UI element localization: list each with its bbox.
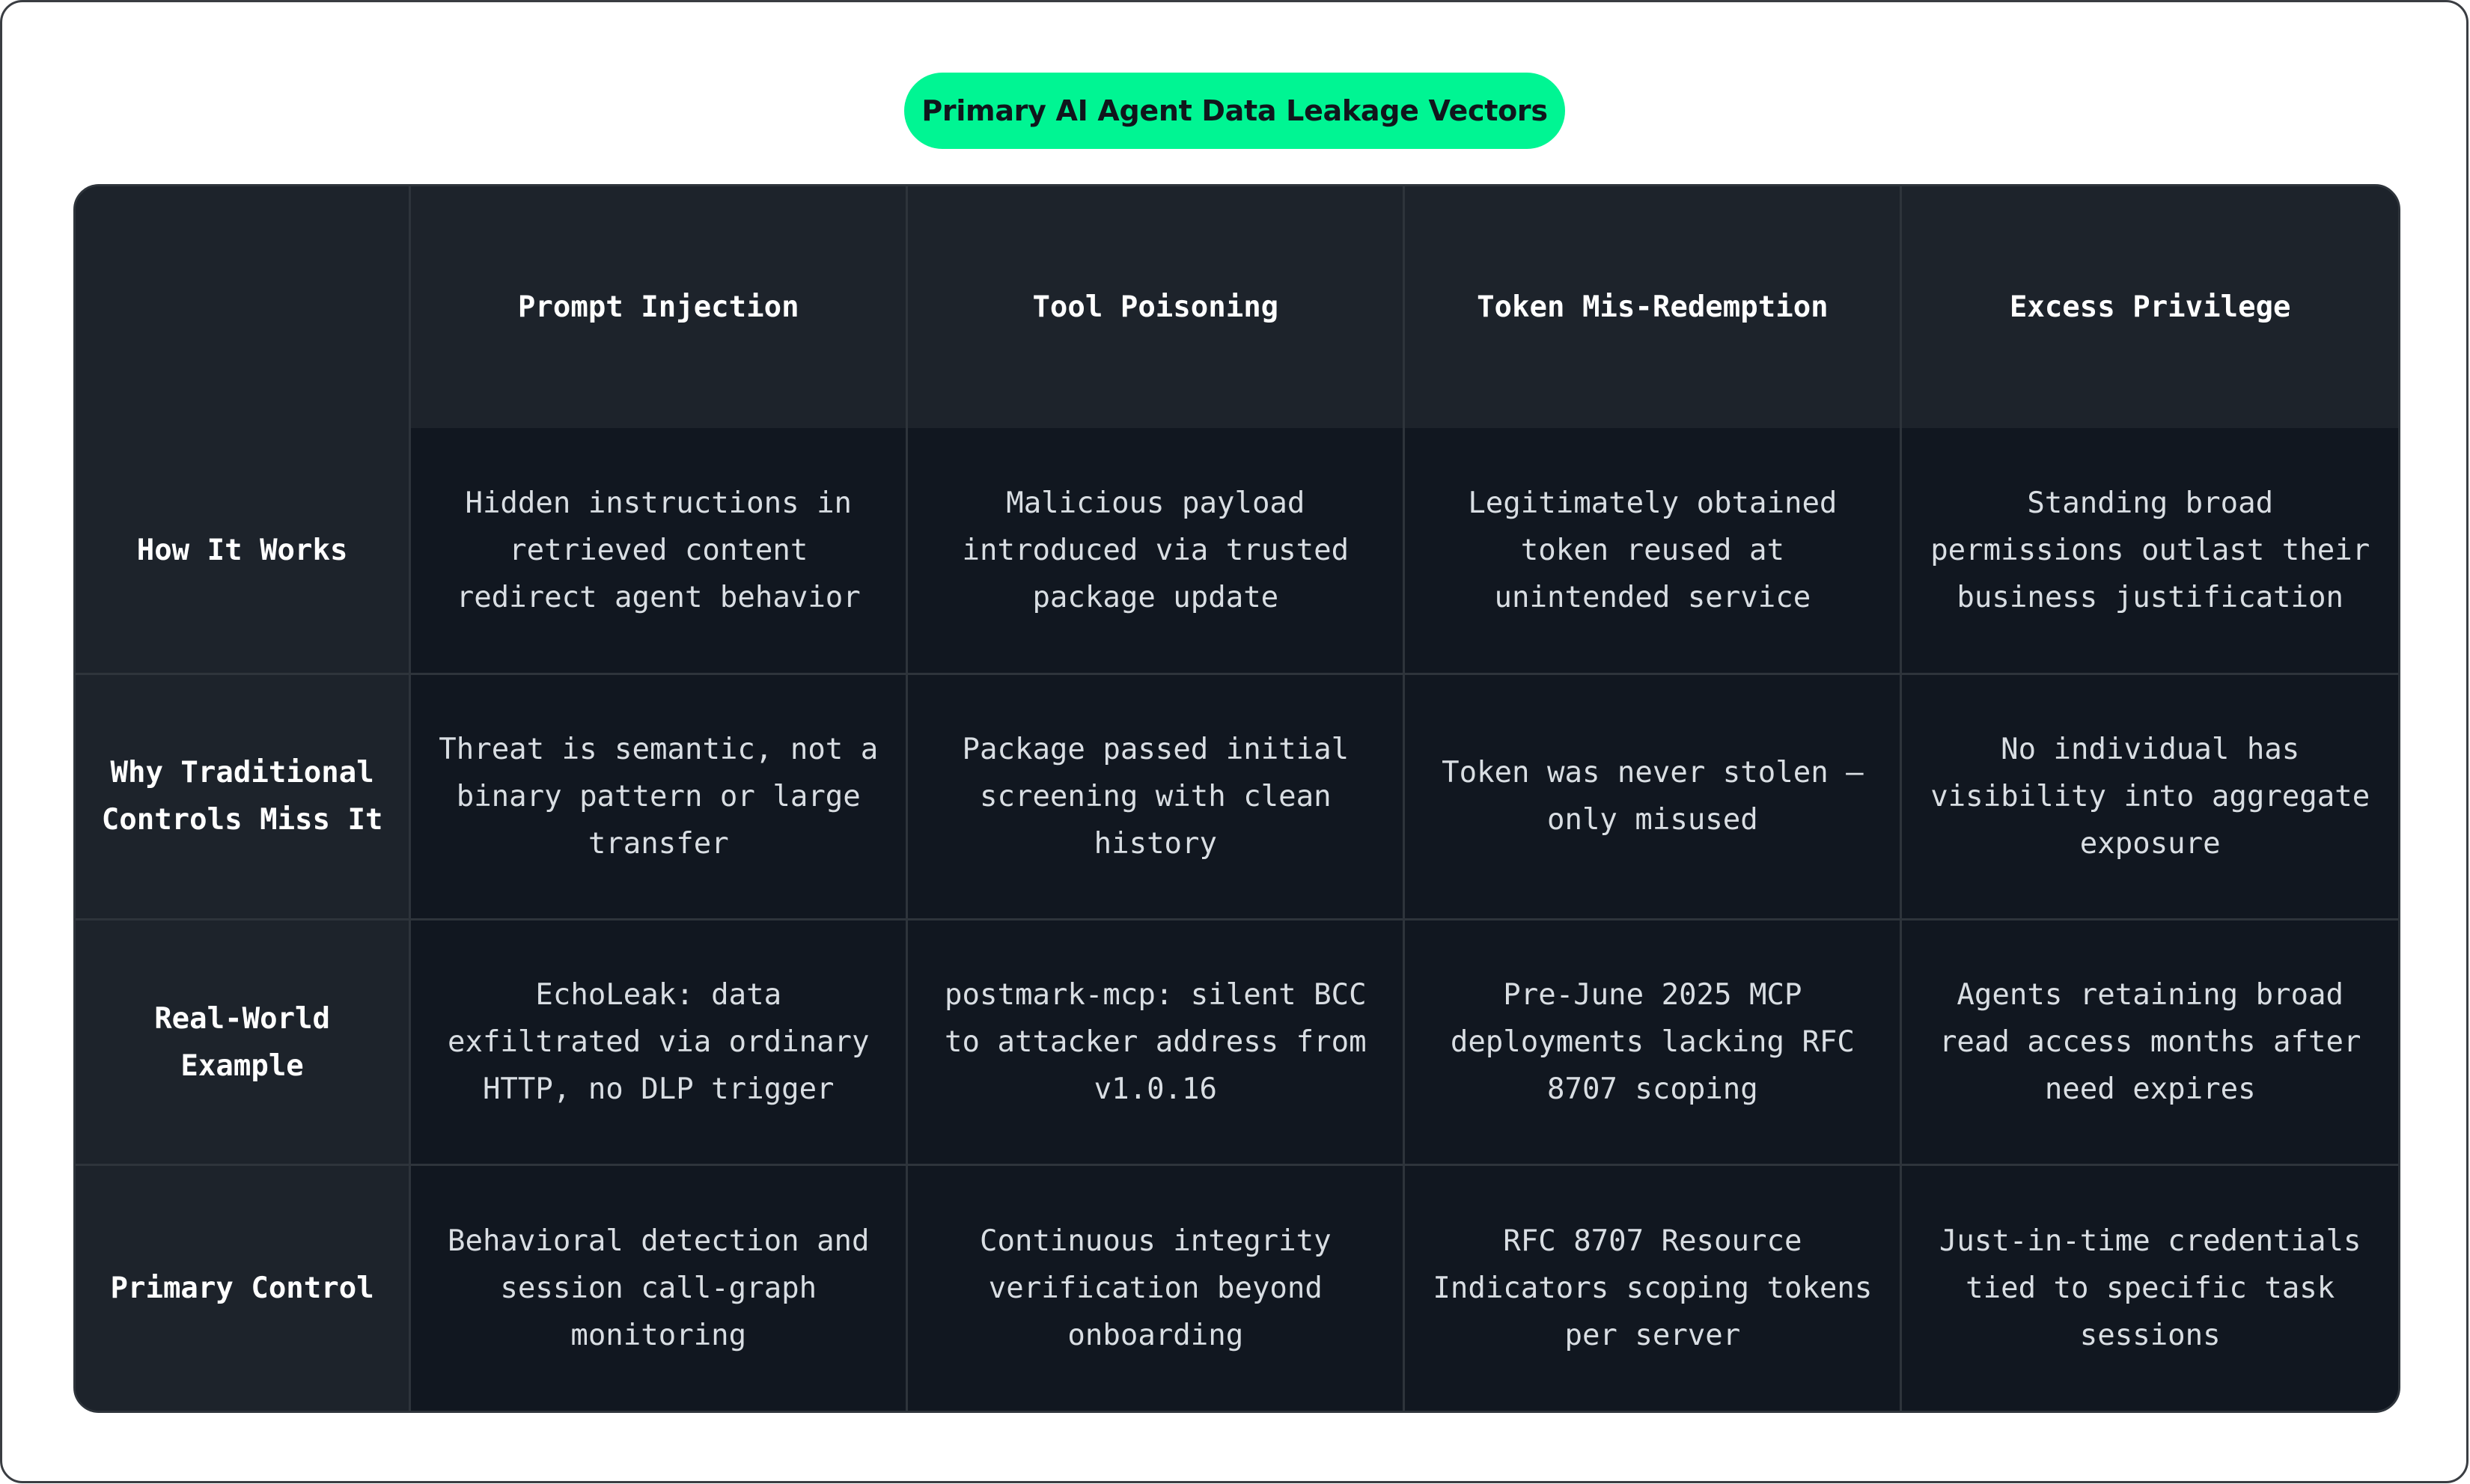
table-cell: Agents retaining broad read access months after need expires [1901,920,2398,1165]
corner-cell [76,186,410,428]
table-cell: Malicious payload introduced via trusted package update [907,428,1404,674]
column-header: Prompt Injection [410,186,907,428]
table-cell: Just-in-time credentials tied to specific task sessions [1901,1165,2398,1411]
column-header: Tool Poisoning [907,186,1404,428]
header-row [76,186,2398,428]
row-header: How It Works [76,428,410,674]
table-cell: Token was never stolen — only misused [1404,674,1901,919]
page-title: Primary AI Agent Data Leakage Vectors [904,73,1565,149]
row-header: Primary Control [76,1165,410,1411]
table-row [76,920,2398,1165]
table-cell: postmark-mcp: silent BCC to attacker address from v1.0.16 [907,920,1404,1165]
comparison-table [73,184,2400,1413]
table-row [76,428,2398,674]
table-cell: Legitimately obtained token reused at unintended service [1404,428,1901,674]
row-header: Why Traditional Controls Miss It [76,674,410,919]
table-cell: No individual has visibility into aggregate exposure [1901,674,2398,919]
table-row [76,1165,2398,1411]
column-header: Excess Privilege [1901,186,2398,428]
table-cell: EchoLeak: data exfiltrated via ordinary HTTP, no DLP trigger [410,920,907,1165]
table-cell: Continuous integrity verification beyond onboarding [907,1165,1404,1411]
table-cell: RFC 8707 Resource Indicators scoping tokens per server [1404,1165,1901,1411]
table-cell: Threat is semantic, not a binary pattern or large transfer [410,674,907,919]
table-cell: Hidden instructions in retrieved content redirect agent behavior [410,428,907,674]
column-header: Token Mis-Redemption [1404,186,1901,428]
table-cell: Standing broad permissions outlast their business justification [1901,428,2398,674]
table-cell: Pre-June 2025 MCP deployments lacking RFC 8707 scoping [1404,920,1901,1165]
row-header: Real-World Example [76,920,410,1165]
table-cell: Behavioral detection and session call-graph monitoring [410,1165,907,1411]
table-cell: Package passed initial screening with clean history [907,674,1404,919]
table-row [76,674,2398,919]
